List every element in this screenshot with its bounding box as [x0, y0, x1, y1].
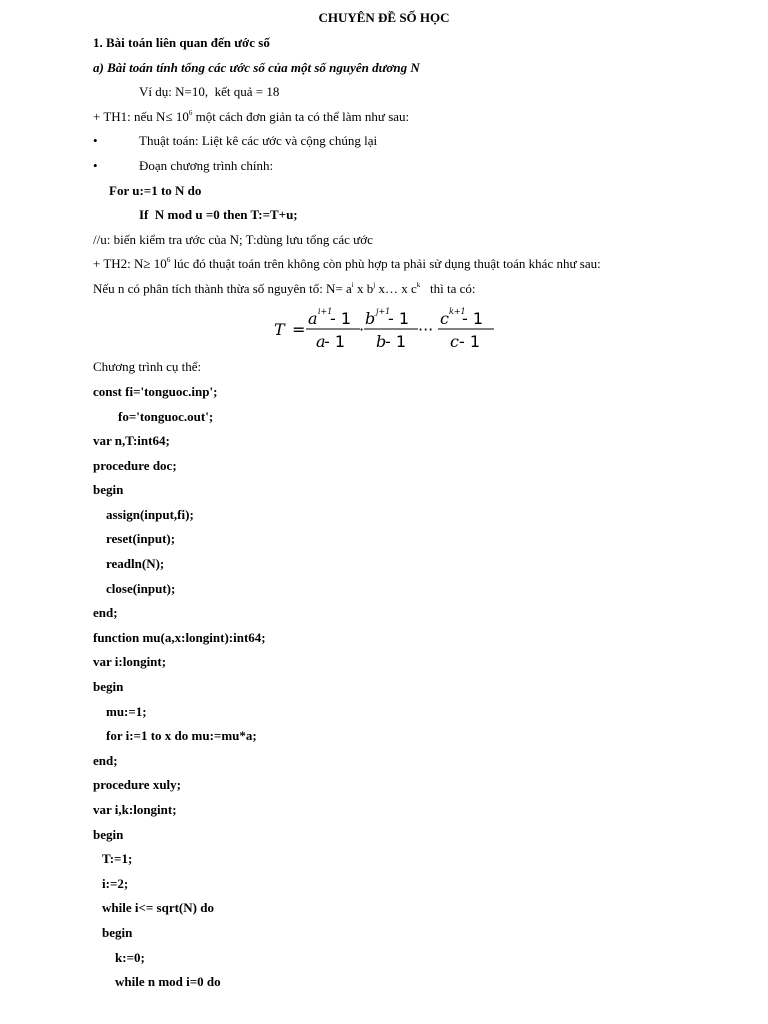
formula-num-c: c	[440, 309, 449, 328]
formula-dot: ·	[359, 320, 365, 339]
code-line: procedure doc;	[93, 458, 177, 473]
code-line: For u:=1 to N do	[109, 183, 202, 198]
comment-text: //u: biến kiểm tra ước của N; T:dùng lưu tổng các ước	[93, 232, 373, 247]
code-line: while i<= sqrt(N) do	[102, 900, 214, 915]
code-line: var n,T:int64;	[93, 433, 170, 448]
code-line: var i:longint;	[93, 654, 167, 669]
formula-minus-one: - 1	[462, 309, 484, 328]
code-line: var i,k:longint;	[93, 802, 177, 817]
code-line: readln(N);	[106, 556, 165, 571]
code-line: while n mod i=0 do	[115, 974, 221, 989]
code-line: begin	[93, 482, 124, 497]
program-intro: Chương trình cụ thể:	[93, 359, 202, 374]
code-line: reset(input);	[106, 531, 176, 546]
code-line: begin	[102, 925, 133, 940]
formula-minus-one: - 1	[330, 309, 352, 328]
code-line: mu:=1;	[106, 704, 147, 719]
formula-minus-one: - 1	[324, 332, 346, 351]
code-line: begin	[93, 827, 124, 842]
divisor-sum-formula	[272, 304, 502, 352]
case2-text: + TH2: $N\ge 10^6$ lúc đó thuật toán trên không còn phù hợp ta phải sử dụng thuật toán khác như sau:	[93, 256, 601, 271]
formula-equals: =	[292, 320, 306, 339]
document-title: CHUYÊN ĐỀ SỐ HỌC	[318, 10, 450, 25]
code-line: fo='tonguoc.out';	[118, 409, 214, 424]
formula-svg	[272, 304, 502, 352]
factorization-text: Nếu n có phân tích thành thừa số nguyên tố: $N= a^i$ x $b^j$ x… x $c^k$ thì ta có:	[93, 281, 476, 296]
code-line: function mu(a,x:longint):int64;	[93, 630, 266, 645]
formula-minus-one: - 1	[385, 332, 407, 351]
example-text: Ví dụ: N=10, kết quả = 18	[139, 84, 280, 99]
formula-lhs: T	[274, 320, 285, 339]
code-line: begin	[93, 679, 124, 694]
formula-exp-k: k+1	[449, 307, 466, 316]
formula-minus-one: - 1	[459, 332, 481, 351]
code-line: i:=2;	[102, 876, 129, 891]
code-line: assign(input,fi);	[106, 507, 194, 522]
code-line: k:=0;	[115, 950, 145, 965]
code-line: procedure xuly;	[93, 777, 181, 792]
formula-minus-one: - 1	[388, 309, 410, 328]
code-line: close(input);	[106, 581, 176, 596]
bullet-item-main-code: Đoạn chương trình chính:	[139, 158, 274, 173]
formula-dots: ···	[418, 320, 434, 339]
formula-den-a: a	[316, 332, 326, 351]
code-line: If N mod u =0 then T:=T+u;	[139, 207, 298, 222]
code-line: end;	[93, 605, 118, 620]
case1-text: + TH1: nếu $N\le 10^6$ một cách đơn giản ta có thể làm như sau:	[93, 109, 410, 124]
formula-exp-i: i+1	[318, 307, 333, 316]
formula-num-b: b	[365, 309, 376, 328]
bullet-item-algorithm: Thuật toán: Liệt kê các ước và cộng chúng lại	[139, 133, 378, 148]
formula-den-b: b	[376, 332, 387, 351]
code-line: end;	[93, 753, 118, 768]
section-heading: 1. Bài toán liên quan đến ước số	[93, 35, 270, 50]
formula-exp-j: j+1	[376, 307, 391, 316]
code-line: const fi='tonguoc.inp';	[93, 384, 218, 399]
bullet-symbol: •	[93, 133, 98, 148]
formula-den-c: c	[450, 332, 459, 351]
formula-num-a: a	[308, 309, 318, 328]
subsection-heading: a) Bài toán tính tổng các ước số của một số nguyên dương N	[93, 60, 420, 75]
bullet-symbol: •	[93, 158, 98, 173]
code-line: T:=1;	[102, 851, 133, 866]
code-line: for i:=1 to x do mu:=mu*a;	[106, 728, 257, 743]
